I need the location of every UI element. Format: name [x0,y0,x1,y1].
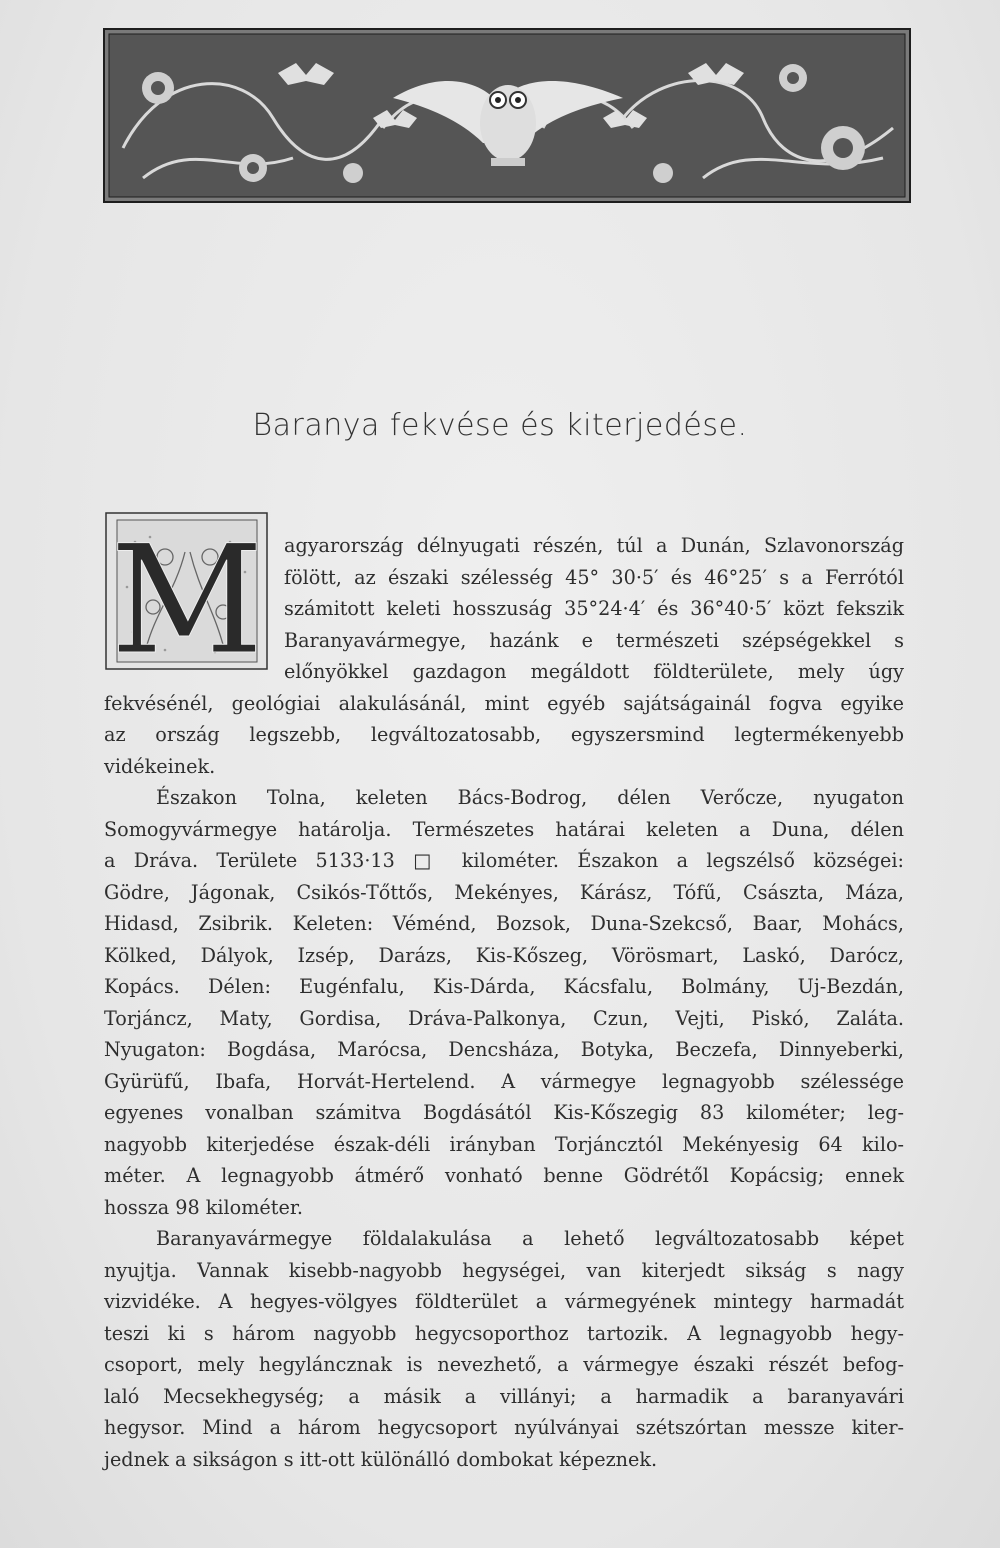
text-line: nagyobb kiterjedése észak-déli irányban Torjáncztól Mekényesig 64 kilo- [104,1132,904,1156]
text-line: Torjáncz, Maty, Gordisa, Dráva-Palkonya, Czun, Vejti, Piskó, Zaláta. [104,1006,904,1030]
paragraph-1 [104,530,904,782]
ornamental-headpiece-owl-bats [103,28,911,203]
text-line: vidékeinek. [104,754,216,778]
chapter-title: Baranya fekvése és kiterjedése. [252,408,748,443]
text-line: fekvésénél, geológiai alakulásánál, mint egyéb sajátságainál fogva egyike [104,691,904,715]
text-line: Hidasd, Zsibrik. Keleten: Véménd, Bozsok, Duna-Szekcső, Baar, Mohács, [104,912,904,935]
text-line: egyenes vonalban számitva Bogdásától Kis-Kőszegig 83 kilométer; leg- [104,1101,904,1124]
text-line: jednek a sikságon s itt-ott különálló dombokat képeznek. [104,1447,658,1471]
text-line: Somogyvármegye határolja. Természetes határai keleten a Duna, délen [104,817,904,841]
text-line: Baranyavármegye földalakulása a lehető legváltozatosabb képet [156,1227,904,1250]
text-line: fölött, az északi szélesség 45° 30·5′ és 46°25′ s a Ferrótól [284,565,904,589]
paragraph-2 [104,782,904,1223]
text-line: laló Mecsekhegység; a másik a villányi; a harmadik a baranyavári [104,1384,904,1408]
text-line: agyarország délnyugati részén, túl a Dunán, Szlavonország [284,534,904,557]
text-line: Gödre, Jágonak, Csikós-Tőttős, Mekényes, Kárász, Tófű, Császta, Máza, [104,880,904,904]
drop-cap-letter: M [110,514,264,670]
text-line: Gyürüfű, Ibafa, Horvát-Hertelend. A vármegye legnagyobb szélessége [104,1069,904,1093]
text-line: előnyökkel gazdagon megáldott földterülete, mely úgy [284,660,904,683]
body-text [104,530,904,1475]
text-line: számitott keleti hosszuság 35°24·4′ és 36°40·5′ közt fekszik [284,597,904,620]
text-line: teszi ki s három nagyobb hegycsoporthoz tartozik. A legnagyobb hegy- [104,1321,904,1345]
text-line: Kölked, Dályok, Izsép, Darázs, Kis-Kőszeg, Vörösmart, Laskó, Darócz, [104,943,904,967]
text-line: méter. A legnagyobb átmérő vonható benne Gödrétől Kopácsig; ennek [104,1164,904,1187]
text-line: a Dráva. Területe 5133·13 □ kilométer. Északon a legszélső községei: [104,849,904,872]
text-line: vizvidéke. A hegyes-völgyes földterület a vármegyének mintegy harmadát [104,1290,904,1313]
text-line: Nyugaton: Bogdása, Marócsa, Dencsháza, Botyka, Beczefa, Dinnyeberki, [104,1038,904,1061]
text-line: hegysor. Mind a három hegycsoport nyúlványai szétszórtan messze kiter- [104,1416,904,1439]
text-line: Baranyavármegye, hazánk e természeti szépségekkel s [284,628,904,652]
text-line: nyujtja. Vannak kisebb-nagyobb hegységei, van kiterjedt sikság s nagy [104,1258,904,1282]
text-line: Északon Tolna, keleten Bács-Bodrog, délen Verőcze, nyugaton [156,786,904,809]
text-line: Kopács. Délen: Eugénfalu, Kis-Dárda, Kácsfalu, Bolmány, Uj-Bezdán, [104,975,904,998]
text-line: hossza 98 kilométer. [104,1195,303,1219]
text-line: az ország legszebb, legváltozatosabb, egyszersmind legtermékenyebb [104,723,904,746]
text-line: csoport, mely hegyláncznak is nevezhető, a vármegye északi részét befog- [104,1353,904,1376]
paragraph-3 [104,1223,904,1475]
